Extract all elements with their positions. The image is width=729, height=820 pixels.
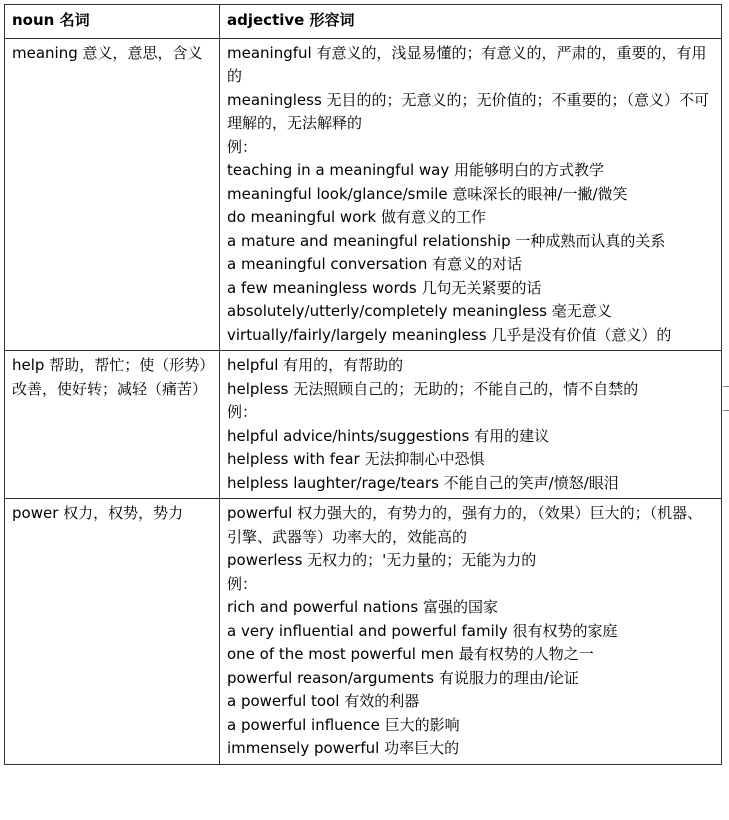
table-row bbox=[5, 38, 722, 351]
entry-line: a powerful influence 巨大的影响 bbox=[227, 715, 460, 734]
entry-line: one of the most powerful men 最有权势的人物之一 bbox=[227, 645, 594, 663]
entry-line: a few meaningless words 几句无关紧要的话 bbox=[227, 278, 542, 297]
table-row bbox=[5, 351, 722, 499]
header-row bbox=[5, 5, 722, 39]
entry-line: a meaningful conversation 有意义的对话 bbox=[227, 255, 523, 273]
entry-line: a very influential and powerful family 很有权势的家庭 bbox=[227, 621, 618, 640]
vocabulary-table bbox=[4, 4, 722, 765]
entry-line: helpful advice/hints/suggestions 有用的建议 bbox=[227, 426, 550, 445]
entry-line: 例： bbox=[227, 137, 258, 156]
margin-tick bbox=[723, 386, 729, 387]
entry-line: teaching in a meaningful way 用能够明白的方式教学 bbox=[227, 161, 604, 179]
entry-line: powerful reason/arguments 有说服力的理由/论证 bbox=[227, 668, 579, 687]
entry-line: helpless 无法照顾自己的；无助的；不能自己的，情不自禁的 bbox=[227, 379, 639, 398]
entry-line: meaningless 无目的的；无意义的；无价值的；不重要的；（意义）不可理解的，无法解释的 bbox=[227, 90, 710, 132]
entry-line: a mature and meaningful relationship 一种成熟而认真的关系 bbox=[227, 231, 666, 250]
adjective-cell bbox=[220, 351, 722, 499]
entry-line: helpless laughter/rage/tears 不能自己的笑声/愤怒/眼泪 bbox=[227, 473, 619, 492]
entry-line: do meaningful work 做有意义的工作 bbox=[227, 208, 486, 226]
header-noun: noun 名词 bbox=[5, 5, 220, 39]
header-adjective: adjective 形容词 bbox=[220, 5, 722, 39]
entry-line: helpful 有用的，有帮助的 bbox=[227, 356, 404, 374]
entry-line: powerful 权力强大的，有势力的，强有力的，（效果）巨大的；（机器、引擎、武器等）功率大的，效能高的 bbox=[227, 504, 703, 546]
entry-line: helpless with fear 无法抑制心中恐惧 bbox=[227, 450, 485, 468]
noun-cell: meaning 意义，意思，含义 bbox=[5, 38, 220, 351]
adjective-cell bbox=[220, 38, 722, 351]
entry-line: virtually/fairly/largely meaningless 几乎是没有价值（意义）的 bbox=[227, 325, 672, 344]
entry-line: a powerful tool 有效的利器 bbox=[227, 692, 420, 710]
entry-line: 例： bbox=[227, 403, 258, 421]
entry-line: powerless 无权力的；'无力量的；无能为力的 bbox=[227, 551, 537, 569]
adjective-cell bbox=[220, 499, 722, 765]
entry-line: immensely powerful 功率巨大的 bbox=[227, 739, 460, 757]
entry-line: meaningful 有意义的，浅显易懂的；有意义的，严肃的，重要的，有用的 bbox=[227, 43, 707, 85]
noun-cell: power 权力，权势，势力 bbox=[5, 499, 220, 765]
margin-tick bbox=[723, 410, 729, 411]
noun-cell: help 帮助，帮忙；使（形势）改善，使好转；减轻（痛苦） bbox=[5, 351, 220, 499]
entry-line: absolutely/utterly/completely meaningless 毫无意义 bbox=[227, 302, 612, 320]
entry-line: meaningful look/glance/smile 意味深长的眼神/一撇/微笑 bbox=[227, 184, 628, 203]
entry-line: rich and powerful nations 富强的国家 bbox=[227, 598, 498, 616]
table-row bbox=[5, 499, 722, 765]
entry-line: 例： bbox=[227, 574, 258, 593]
